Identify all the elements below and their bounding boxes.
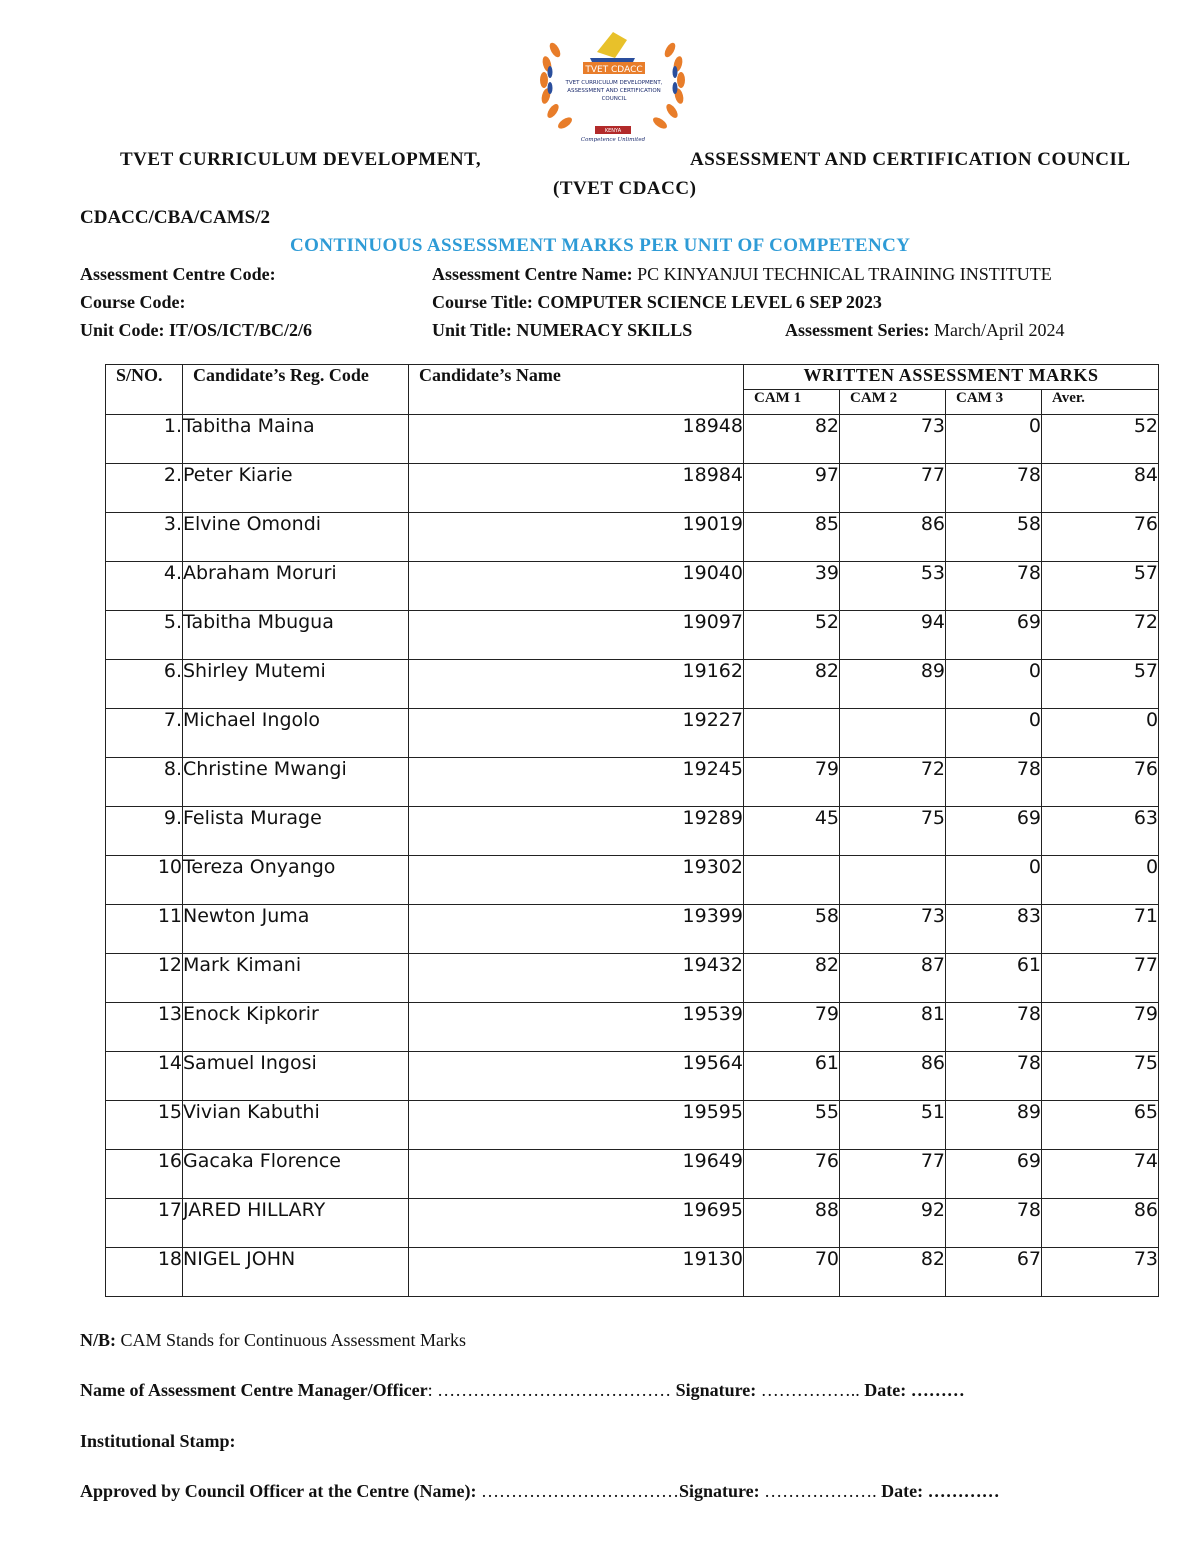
table-row xyxy=(106,464,1159,513)
reg-code: 18948 xyxy=(409,415,744,464)
table-row xyxy=(106,415,1159,464)
cam2-mark: 92 xyxy=(840,1199,946,1248)
reg-code: 19040 xyxy=(409,562,744,611)
course-code-label: Course Code: xyxy=(80,292,186,312)
cam1-mark: 55 xyxy=(744,1101,840,1150)
serial-number: 11 xyxy=(106,905,183,954)
cam2-mark: 89 xyxy=(840,660,946,709)
svg-text:TVET CDACC: TVET CDACC xyxy=(585,65,643,75)
average-mark: 74 xyxy=(1042,1150,1159,1199)
unit-title: Unit Title: NUMERACY SKILLS xyxy=(432,320,693,340)
average-mark: 63 xyxy=(1042,807,1159,856)
cam1-mark: 79 xyxy=(744,1003,840,1052)
candidate-name: Tabitha Mbugua xyxy=(183,611,409,660)
table-row xyxy=(106,807,1159,856)
reg-code: 19097 xyxy=(409,611,744,660)
cam2-mark: 51 xyxy=(840,1101,946,1150)
cam1-mark: 82 xyxy=(744,660,840,709)
cam3-mark: 83 xyxy=(946,905,1042,954)
average-mark: 72 xyxy=(1042,611,1159,660)
average-mark: 52 xyxy=(1042,415,1159,464)
svg-text:TVET CURRICULUM DEVELOPMENT,: TVET CURRICULUM DEVELOPMENT, xyxy=(565,80,663,86)
cam3-mark: 0 xyxy=(946,415,1042,464)
average-mark: 79 xyxy=(1042,1003,1159,1052)
average-mark: 76 xyxy=(1042,513,1159,562)
header-reg-code: Candidate’s Reg. Code xyxy=(183,365,409,415)
reg-code: 19162 xyxy=(409,660,744,709)
cam3-mark: 67 xyxy=(946,1248,1042,1297)
serial-number: 18 xyxy=(106,1248,183,1297)
svg-text:ASSESSMENT AND CERTIFICATION: ASSESSMENT AND CERTIFICATION xyxy=(567,88,661,94)
serial-number: 8. xyxy=(106,758,183,807)
candidate-name: Peter Kiarie xyxy=(183,464,409,513)
reg-code: 19245 xyxy=(409,758,744,807)
header-cam3: CAM 3 xyxy=(946,390,1042,415)
header-written-marks: WRITTEN ASSESSMENT MARKS xyxy=(744,365,1159,390)
marks-table xyxy=(105,364,1159,1297)
reg-code: 19564 xyxy=(409,1052,744,1101)
table-row xyxy=(106,954,1159,1003)
serial-number: 6. xyxy=(106,660,183,709)
table-row xyxy=(106,1199,1159,1248)
cam3-mark: 78 xyxy=(946,1003,1042,1052)
cam1-mark: 39 xyxy=(744,562,840,611)
table-row xyxy=(106,660,1159,709)
reg-code: 18984 xyxy=(409,464,744,513)
average-mark: 57 xyxy=(1042,562,1159,611)
manager-line: Name of Assessment Centre Manager/Officer: ………………………………… Signature: …………….. Date: ……… xyxy=(80,1380,965,1400)
candidate-name: Tereza Onyango xyxy=(183,856,409,905)
serial-number: 7. xyxy=(106,709,183,758)
header-name: Candidate’s Name xyxy=(409,365,744,415)
serial-number: 1. xyxy=(106,415,183,464)
table-row xyxy=(106,1150,1159,1199)
table-row xyxy=(106,1101,1159,1150)
cam2-mark: 77 xyxy=(840,464,946,513)
candidate-name: Mark Kimani xyxy=(183,954,409,1003)
reg-code: 19595 xyxy=(409,1101,744,1150)
cam3-mark: 69 xyxy=(946,1150,1042,1199)
reg-code: 19130 xyxy=(409,1248,744,1297)
average-mark: 75 xyxy=(1042,1052,1159,1101)
table-row xyxy=(106,905,1159,954)
cam1-mark: 85 xyxy=(744,513,840,562)
cam3-mark: 78 xyxy=(946,562,1042,611)
unit-code: Unit Code: IT/OS/ICT/BC/2/6 xyxy=(80,320,313,340)
average-mark: 76 xyxy=(1042,758,1159,807)
page-title: CONTINUOUS ASSESSMENT MARKS PER UNIT OF COMPETENCY xyxy=(290,235,911,256)
reg-code: 19289 xyxy=(409,807,744,856)
cam1-mark: 70 xyxy=(744,1248,840,1297)
org-name-right: ASSESSMENT AND CERTIFICATION COUNCIL xyxy=(690,149,1131,170)
reg-code: 19227 xyxy=(409,709,744,758)
table-row xyxy=(106,1003,1159,1052)
candidate-name: Shirley Mutemi xyxy=(183,660,409,709)
cam2-mark: 73 xyxy=(840,415,946,464)
cam1-mark: 82 xyxy=(744,954,840,1003)
table-row xyxy=(106,562,1159,611)
org-abbrev: (TVET CDACC) xyxy=(553,178,697,199)
cam3-mark: 61 xyxy=(946,954,1042,1003)
candidate-name: Samuel Ingosi xyxy=(183,1052,409,1101)
centre-name: Assessment Centre Name: PC KINYANJUI TECHNICAL TRAINING INSTITUTE xyxy=(432,264,1052,284)
svg-text:Competence Unlimited: Competence Unlimited xyxy=(580,137,646,143)
cam3-mark: 0 xyxy=(946,660,1042,709)
candidate-name: JARED HILLARY xyxy=(183,1199,409,1248)
cam2-mark: 86 xyxy=(840,513,946,562)
reg-code: 19019 xyxy=(409,513,744,562)
cam2-mark: 53 xyxy=(840,562,946,611)
cam2-mark: 87 xyxy=(840,954,946,1003)
nb-note: N/B: CAM Stands for Continuous Assessment Marks xyxy=(80,1330,467,1350)
table-row xyxy=(106,856,1159,905)
serial-number: 10 xyxy=(106,856,183,905)
average-mark: 77 xyxy=(1042,954,1159,1003)
serial-number: 13 xyxy=(106,1003,183,1052)
cam3-mark: 58 xyxy=(946,513,1042,562)
cam1-mark: 61 xyxy=(744,1052,840,1101)
cam2-mark: 72 xyxy=(840,758,946,807)
org-name-left: TVET CURRICULUM DEVELOPMENT, xyxy=(120,149,482,170)
cam1-mark: 79 xyxy=(744,758,840,807)
cam2-mark: 86 xyxy=(840,1052,946,1101)
serial-number: 4. xyxy=(106,562,183,611)
serial-number: 9. xyxy=(106,807,183,856)
cam3-mark: 69 xyxy=(946,807,1042,856)
cam3-mark: 69 xyxy=(946,611,1042,660)
header-sno: S/NO. xyxy=(106,365,183,415)
document-code: CDACC/CBA/CAMS/2 xyxy=(80,207,270,228)
candidate-name: Christine Mwangi xyxy=(183,758,409,807)
candidate-name: Elvine Omondi xyxy=(183,513,409,562)
table-row xyxy=(106,1052,1159,1101)
candidate-name: Tabitha Maina xyxy=(183,415,409,464)
average-mark: 57 xyxy=(1042,660,1159,709)
cam3-mark: 78 xyxy=(946,1052,1042,1101)
marks-table-body xyxy=(106,415,1159,1297)
cam2-mark: 77 xyxy=(840,1150,946,1199)
reg-code: 19539 xyxy=(409,1003,744,1052)
reg-code: 19399 xyxy=(409,905,744,954)
cam3-mark: 78 xyxy=(946,1199,1042,1248)
cam1-mark: 58 xyxy=(744,905,840,954)
table-row xyxy=(106,513,1159,562)
candidate-name: Michael Ingolo xyxy=(183,709,409,758)
average-mark: 0 xyxy=(1042,856,1159,905)
cam1-mark xyxy=(744,856,840,905)
cam3-mark: 78 xyxy=(946,464,1042,513)
average-mark: 0 xyxy=(1042,709,1159,758)
approval-line: Approved by Council Officer at the Centre (Name): ……………………………Signature: ………………. Date: ………… xyxy=(80,1481,1000,1501)
reg-code: 19432 xyxy=(409,954,744,1003)
cam1-mark: 76 xyxy=(744,1150,840,1199)
table-row xyxy=(106,611,1159,660)
svg-text:COUNCIL: COUNCIL xyxy=(601,96,627,102)
cam1-mark: 88 xyxy=(744,1199,840,1248)
cam3-mark: 78 xyxy=(946,758,1042,807)
cam1-mark: 52 xyxy=(744,611,840,660)
cam3-mark: 0 xyxy=(946,856,1042,905)
institutional-stamp-label: Institutional Stamp: xyxy=(80,1431,236,1451)
average-mark: 73 xyxy=(1042,1248,1159,1297)
cam3-mark: 0 xyxy=(946,709,1042,758)
serial-number: 5. xyxy=(106,611,183,660)
torch-flame xyxy=(597,32,627,58)
reg-code: 19695 xyxy=(409,1199,744,1248)
cam1-mark: 97 xyxy=(744,464,840,513)
reg-code: 19302 xyxy=(409,856,744,905)
candidate-name: Vivian Kabuthi xyxy=(183,1101,409,1150)
cam2-mark: 73 xyxy=(840,905,946,954)
cam2-mark xyxy=(840,856,946,905)
candidate-name: Newton Juma xyxy=(183,905,409,954)
cam1-mark: 45 xyxy=(744,807,840,856)
header-aver: Aver. xyxy=(1042,390,1159,415)
cam2-mark: 75 xyxy=(840,807,946,856)
cam2-mark xyxy=(840,709,946,758)
tvet-cdacc-logo xyxy=(535,22,690,147)
table-row xyxy=(106,709,1159,758)
candidate-name: Enock Kipkorir xyxy=(183,1003,409,1052)
candidate-name: Abraham Moruri xyxy=(183,562,409,611)
cam2-mark: 94 xyxy=(840,611,946,660)
svg-text:KENYA: KENYA xyxy=(604,128,622,134)
centre-code-label: Assessment Centre Code: xyxy=(80,264,276,284)
serial-number: 3. xyxy=(106,513,183,562)
average-mark: 84 xyxy=(1042,464,1159,513)
serial-number: 2. xyxy=(106,464,183,513)
cam3-mark: 89 xyxy=(946,1101,1042,1150)
average-mark: 65 xyxy=(1042,1101,1159,1150)
cam1-mark: 82 xyxy=(744,415,840,464)
course-title: Course Title: COMPUTER SCIENCE LEVEL 6 SEP 2023 xyxy=(432,292,882,312)
serial-number: 14 xyxy=(106,1052,183,1101)
candidate-name: NIGEL JOHN xyxy=(183,1248,409,1297)
table-row xyxy=(106,758,1159,807)
serial-number: 16 xyxy=(106,1150,183,1199)
cam1-mark xyxy=(744,709,840,758)
reg-code: 19649 xyxy=(409,1150,744,1199)
cam2-mark: 82 xyxy=(840,1248,946,1297)
header-cam2: CAM 2 xyxy=(840,390,946,415)
average-mark: 86 xyxy=(1042,1199,1159,1248)
cam2-mark: 81 xyxy=(840,1003,946,1052)
serial-number: 17 xyxy=(106,1199,183,1248)
average-mark: 71 xyxy=(1042,905,1159,954)
table-row xyxy=(106,1248,1159,1297)
serial-number: 15 xyxy=(106,1101,183,1150)
serial-number: 12 xyxy=(106,954,183,1003)
candidate-name: Felista Murage xyxy=(183,807,409,856)
assessment-series: Assessment Series: March/April 2024 xyxy=(785,320,1065,340)
candidate-name: Gacaka Florence xyxy=(183,1150,409,1199)
header-cam1: CAM 1 xyxy=(744,390,840,415)
